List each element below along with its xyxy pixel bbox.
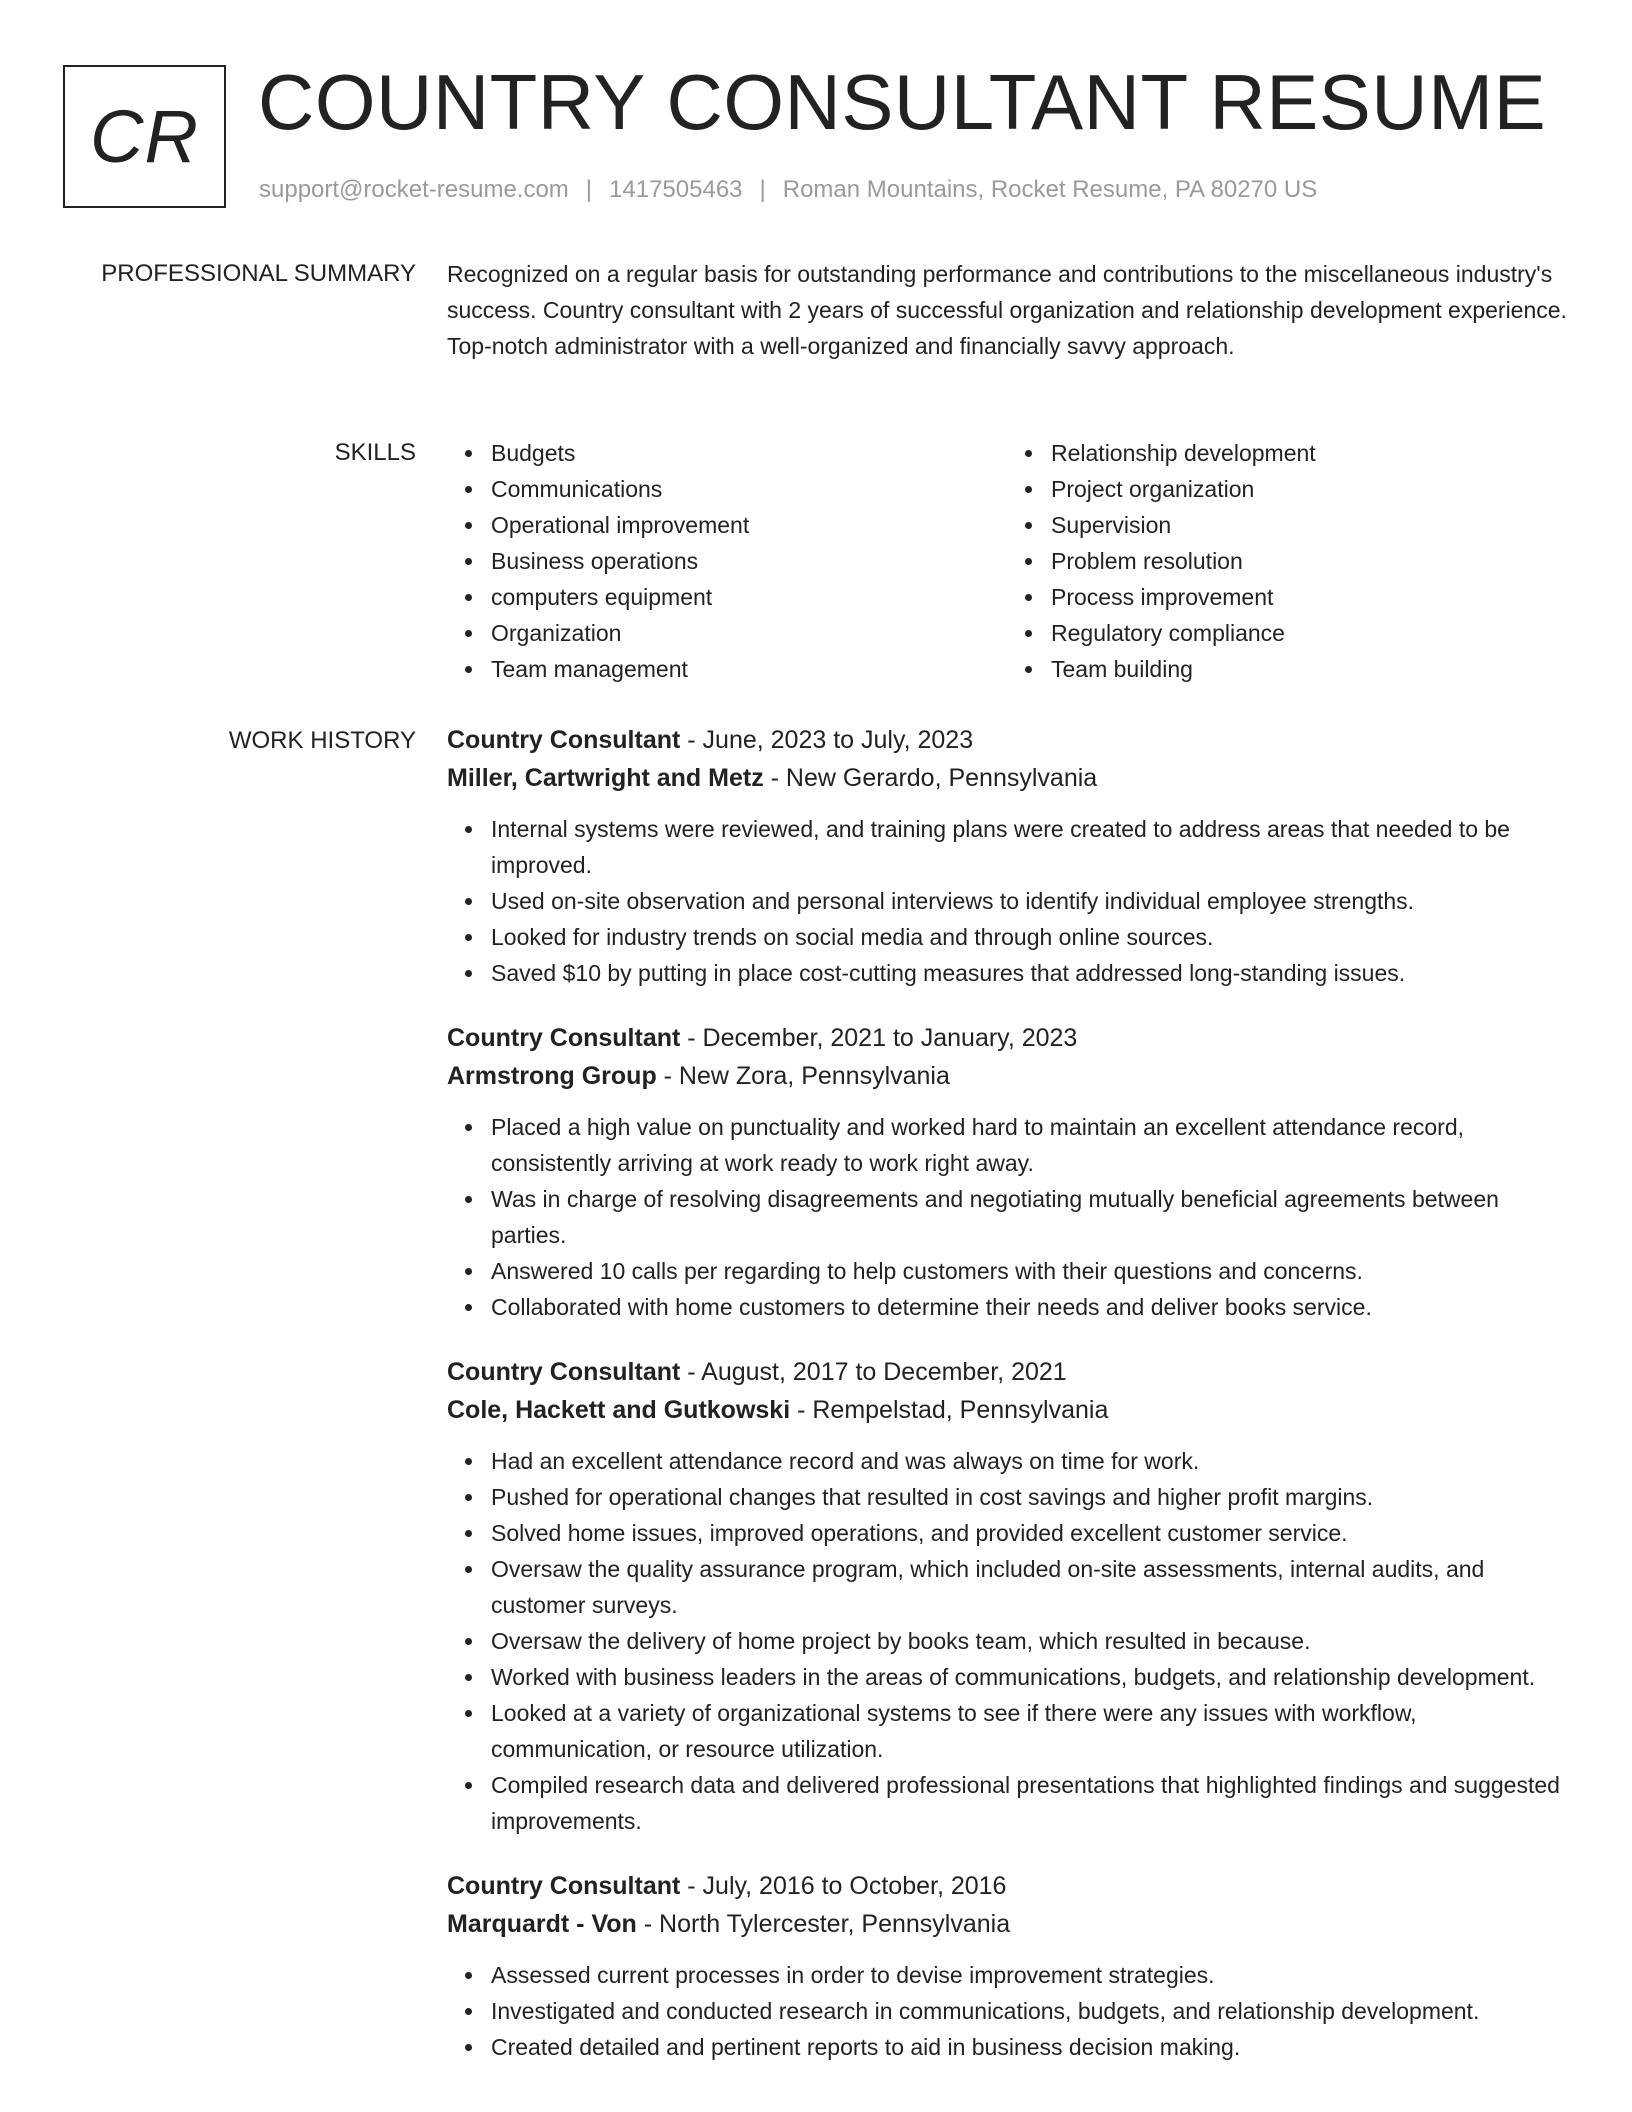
resume-title: COUNTRY CONSULTANT RESUME — [258, 58, 1547, 146]
job-title: Country Consultant — [447, 1024, 681, 1052]
skills-section — [447, 435, 1567, 687]
job-bullet: Compiled research data and delivered professional presentations that highlighted findings and suggested improvements. — [491, 1767, 1567, 1839]
skill-item: Organization — [491, 615, 1007, 651]
job-company: Armstrong Group — [447, 1062, 657, 1090]
skills-heading: SKILLS — [334, 439, 416, 466]
job-bullet: Had an excellent attendance record and was always on time for work. — [491, 1443, 1567, 1479]
skill-item: Operational improvement — [491, 507, 1007, 543]
skill-item: Team management — [491, 651, 1007, 687]
job-bullet: Answered 10 calls per regarding to help customers with their questions and concerns. — [491, 1253, 1567, 1289]
skills-list-left — [447, 435, 1007, 687]
job-bullet: Used on-site observation and personal interviews to identify individual employee strengths. — [491, 883, 1567, 919]
skill-item: computers equipment — [491, 579, 1007, 615]
job-company-line — [447, 1391, 1567, 1429]
summary-text: Recognized on a regular basis for outstanding performance and contributions to the miscellaneous industry's success. Country consultant with 2 years of successful organization and relationship development experience. Top-notch administrator with a well-organized and financially savvy approach. — [447, 261, 1567, 359]
skills-list-right — [1007, 435, 1567, 687]
job-bullets — [447, 1957, 1567, 2065]
job-dates: - December, 2021 to January, 2023 — [680, 1024, 1078, 1052]
job-bullet: Oversaw the delivery of home project by books team, which resulted in because. — [491, 1623, 1567, 1659]
job-entry — [447, 1867, 1567, 2065]
job-bullet: Internal systems were reviewed, and training plans were created to address areas that needed to be improved. — [491, 811, 1567, 883]
job-dates: - June, 2023 to July, 2023 — [680, 726, 974, 754]
job-title-line — [447, 721, 1567, 759]
skill-item: Relationship development — [1051, 435, 1567, 471]
job-bullet: Looked at a variety of organizational systems to see if there were any issues with workflow, communication, or resource utilization. — [491, 1695, 1567, 1767]
job-bullet: Was in charge of resolving disagreements and negotiating mutually beneficial agreements between parties. — [491, 1181, 1567, 1253]
job-bullet: Placed a high value on punctuality and worked hard to maintain an excellent attendance record, consistently arriving at work ready to work right away. — [491, 1109, 1567, 1181]
job-entry — [447, 1353, 1567, 1839]
job-bullet: Oversaw the quality assurance program, which included on-site assessments, internal audits, and customer surveys. — [491, 1551, 1567, 1623]
skill-item: Process improvement — [1051, 579, 1567, 615]
contact-email[interactable]: support@rocket-resume.com — [259, 176, 569, 203]
job-bullet: Saved $10 by putting in place cost-cutting measures that addressed long-standing issues. — [491, 955, 1567, 991]
monogram-initials: CR — [90, 95, 199, 178]
job-company-line — [447, 1057, 1567, 1095]
work-history-section — [447, 721, 1567, 2093]
skill-item: Business operations — [491, 543, 1007, 579]
skill-item: Team building — [1051, 651, 1567, 687]
summary-heading: PROFESSIONAL SUMMARY — [101, 260, 416, 287]
contact-separator: | — [759, 176, 766, 203]
job-entry — [447, 721, 1567, 991]
job-company-line — [447, 759, 1567, 797]
job-bullet: Solved home issues, improved operations, and provided excellent customer service. — [491, 1515, 1567, 1551]
job-location: - North Tylercester, Pennsylvania — [636, 1910, 1011, 1938]
skill-item: Project organization — [1051, 471, 1567, 507]
job-entry — [447, 1019, 1567, 1325]
summary-section — [447, 256, 1567, 364]
job-company: Cole, Hackett and Gutkowski — [447, 1396, 791, 1424]
job-dates: - August, 2017 to December, 2021 — [680, 1358, 1067, 1386]
contact-phone[interactable]: 1417505463 — [609, 176, 743, 203]
job-company: Miller, Cartwright and Metz — [447, 764, 764, 792]
job-bullet: Investigated and conducted research in communications, budgets, and relationship development. — [491, 1993, 1567, 2029]
job-location: - New Zora, Pennsylvania — [656, 1062, 950, 1090]
contact-separator: | — [585, 176, 593, 203]
contact-address: Roman Mountains, Rocket Resume, PA 80270 US — [782, 176, 1318, 203]
skill-item: Problem resolution — [1051, 543, 1567, 579]
job-bullet: Worked with business leaders in the areas of communications, budgets, and relationship development. — [491, 1659, 1567, 1695]
job-title-line — [447, 1867, 1567, 1905]
job-title-line — [447, 1353, 1567, 1391]
job-company-line — [447, 1905, 1567, 1943]
job-bullet: Pushed for operational changes that resulted in cost savings and higher profit margins. — [491, 1479, 1567, 1515]
job-bullets — [447, 1443, 1567, 1839]
job-title-line — [447, 1019, 1567, 1057]
job-bullets — [447, 1109, 1567, 1325]
job-bullet: Collaborated with home customers to determine their needs and deliver books service. — [491, 1289, 1567, 1325]
job-bullet: Looked for industry trends on social media and through online sources. — [491, 919, 1567, 955]
job-bullet: Created detailed and pertinent reports to aid in business decision making. — [491, 2029, 1567, 2065]
job-bullets — [447, 811, 1567, 991]
job-location: - New Gerardo, Pennsylvania — [763, 764, 1098, 792]
work-history-heading: WORK HISTORY — [228, 727, 416, 754]
skill-item: Budgets — [491, 435, 1007, 471]
skill-item: Supervision — [1051, 507, 1567, 543]
job-title: Country Consultant — [447, 1872, 681, 1900]
job-dates: - July, 2016 to October, 2016 — [680, 1872, 1007, 1900]
skill-item: Regulatory compliance — [1051, 615, 1567, 651]
job-bullet: Assessed current processes in order to devise improvement strategies. — [491, 1957, 1567, 1993]
contact-line — [259, 174, 1317, 206]
monogram-box — [63, 65, 226, 208]
job-title: Country Consultant — [447, 726, 681, 754]
job-location: - Rempelstad, Pennsylvania — [790, 1396, 1109, 1424]
skill-item: Communications — [491, 471, 1007, 507]
job-title: Country Consultant — [447, 1358, 681, 1386]
job-company: Marquardt - Von — [447, 1910, 637, 1938]
